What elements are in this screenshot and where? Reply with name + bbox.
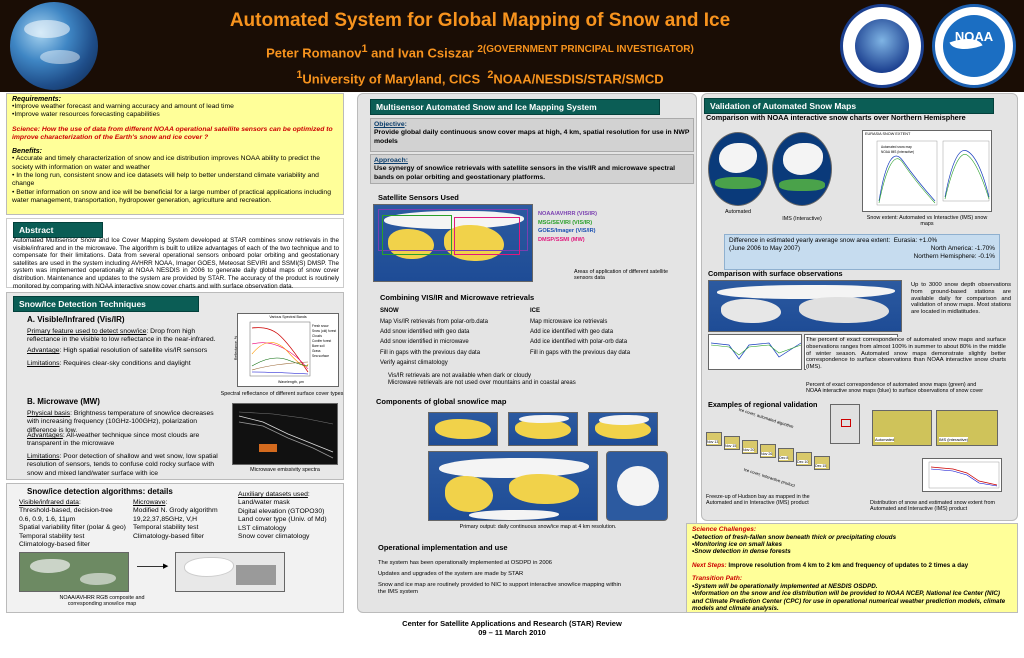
algorithms-caption: NOAA/AVHRR RGB composite and corresponding snow/ice map: [59, 595, 145, 608]
challenges-heading: Science Challenges:: [692, 526, 757, 533]
detection-techniques-panel: [6, 292, 344, 480]
surface-correspondence-chart-1: [708, 334, 802, 370]
benefit-item: • Accurate and timely characterization of snow and ice distribution improves NOAA ability to predict the society with information on water and weather: [12, 155, 321, 171]
hudson-bay-tile: Nov 13: [706, 432, 722, 446]
challenge-item: •Detection of fresh-fallen snow beneath thick or precipitating clouds: [692, 533, 897, 541]
snow-extent-chart-title: EURASIA SNOW EXTENT: [865, 132, 911, 136]
benefits-heading: Benefits:: [12, 148, 42, 156]
ops-heading: Operational implementation and use: [378, 543, 508, 552]
microwave-emissivity-chart: [232, 403, 338, 465]
surface-caption: Percent of exact correspondence of automated snow maps (green) and NOAA interactive snow maps (blue) to surface observations of snow cover: [806, 382, 984, 395]
ops-item: The system has been operationally implemented at OSDPD in 2006: [378, 560, 553, 566]
snow-extent-curves: [863, 131, 993, 213]
mapping-system-panel: [357, 93, 697, 613]
examples-heading: Examples of regional validation: [708, 400, 818, 409]
visible-ir-heading: A. Visible/Infrared (Vis/IR): [27, 315, 125, 324]
poster-footer: Center for Satellite Applications and Research (STAR) Review 09 – 11 March 2010: [402, 619, 622, 637]
ims-label: IMS (Interactive): [782, 216, 822, 222]
auxiliary-datasets: Auxiliary datasets used: Land/water mask Digital elevation (GTOPO30) Land cover type (Univ. of Md) LST climatology Snow cover climatology: [238, 491, 327, 541]
spectral-caption: Spectral reflectance of different surface cover types: [220, 391, 344, 397]
component-map-geo: [508, 412, 578, 446]
science-question: Science: How the use of data from different NOAA operational satellite sensors can be optimized to improve characterization of the Earth's snow and ice cover ?: [12, 125, 333, 142]
snow-extent-legend: Automated snow map NOAA IMS (Interactive): [881, 145, 915, 154]
spectral-chart-title: Various Spectral Bands: [269, 315, 307, 319]
microwave-caption: Microwave emissivity spectra: [250, 467, 320, 473]
difference-box: Difference in estimated yearly average snow area extent: Eurasia: +1.0% (June 2006 to May 2007) North America: -1.70% Northern Hemisphere: -0.1%: [724, 234, 1000, 270]
noaa-nesdis-star-logo: [840, 4, 924, 88]
spectral-legend: Fresh snow Snow (old) forest Clouds Conifer forest Bare soil Grass Sea surface: [312, 324, 337, 358]
spectral-ylabel: Reflectance, %: [234, 335, 239, 361]
ops-item: Updates and upgrades of the system are made by STAR: [378, 571, 524, 577]
ops-item: Snow and ice map are routinely provided to NIC to support interactive snow/ice mapping within the IMS system: [378, 582, 621, 595]
regional-extent-chart: [922, 458, 1002, 492]
hudson-bay-tile: Nov 15: [724, 436, 740, 450]
algorithms-panel: Snow/ice detection algorithms: details Visible/infrared data: Threshold-based, decision-tree 0.6, 0.9, 1.6, 11μm Spatial variability filter (polar & geo) Temporal stability test Climatology-based filter Microwave: Modified N. Grody algorithm 19,22,37,85GHz, V,H Temporal stability test Climatology-based filter Auxiliary datasets used: Land/water mask Digital elevation (GTOPO30) Land cover type (Univ. of Md) LST climatology Snow cover climatology ▶ NOAA/AVHRR RGB composite and corresponding snow/ice map: [6, 483, 344, 613]
ims-nh-map: [772, 132, 832, 206]
visible-primary-feature: Primary feature used to detect snow/ice: Drop from high reflectance in the visible to low reflectance in the near-infrared.: [27, 328, 216, 344]
objective-box: Objective: Provide global daily continuous snow cover maps at high, 4 km, spatial resolution for use in NWP models: [370, 118, 694, 152]
visible-advantage: Advantage: High spatial resolution of satellite vis/IR sensors: [27, 347, 208, 354]
antarctic-snow-ice-map: [606, 451, 668, 521]
microwave-details: Microwave: Modified N. Grody algorithm 19,22,37,85GHz, V,H Temporal stability test Climatology-based filter: [133, 499, 218, 540]
components-caption: Primary output: daily continuous snow/ice map at 4 km resolution.: [459, 524, 617, 530]
retrieval-notes: Vis/IR retrievals are not available when dark or cloudy Microwave retrievals are not used over mountains and in coastal areas: [388, 373, 576, 387]
validation-panel: [701, 93, 1018, 521]
ex-label-auto: Ice cover, automated algorithm: [738, 406, 795, 430]
requirements-panel: [6, 93, 344, 215]
hudson-bay-tile: Dec 15: [814, 456, 830, 470]
hudson-bay-tile: Nov 26: [760, 444, 776, 458]
snow-steps: Map Vis/IR retrievals from polar-orb.data Add snow identified with geo data Add snow identified in microwave Fill in gaps with the previous day data Verify against climatology: [380, 319, 488, 366]
challenge-item: •Monitoring ice on small lakes: [692, 541, 783, 548]
visible-limitations: Limitations: Requires clear-sky conditions and daylight: [27, 360, 191, 367]
sensors-caption: Areas of application of different satellite sensors data: [574, 269, 668, 282]
abstract-text: Automated Multisensor Snow and Ice Cover Mapping System developed at STAR combines snow retrievals in the visible/infrared and in the microwave. The algorithm is built to utilize advantages of each of the two technique and to compensate for their limitations. Data from several operational sensors onboard polar orbiting and geostationary satellites are used in the system including AVHRR NOAA, Imager GOES, Meteosat SEVIRI and SSMI(S) DMSP. The system was implemented operationally at NOAA NESDIS in 2006 to generate daily global maps of snow cover distribution. Maintenance and updates to the system are provided by STAR. The accuracy of the product is routinely monitored by comparing with NOAA interactive snow cover charts and with surface observation data.: [13, 237, 339, 290]
surface-comparison-heading: Comparison with surface observations: [708, 269, 843, 278]
hudson-caption: Freeze-up of Hudson bay as mapped in the Automated and in Interactive (IMS) product: [706, 494, 810, 507]
poster-authors: Peter Romanov$^1$ and Ivan Csiszar $^{2(GOVERNMENT PRINCIPAL INVESTIGATOR)}$: [266, 43, 694, 61]
surface-text-1: Up to 3000 snow depth observations from ground-based stations are available daily for comparison and validation of snow maps. Most stations are located in midlatitudes.: [911, 282, 1011, 316]
microwave-heading: B. Microwave (MW): [27, 397, 100, 406]
combining-heading: Combining VIS/IR and Microwave retrievals: [380, 293, 535, 302]
snow-ice-map-image: [175, 552, 285, 592]
poster-header: [0, 0, 1024, 92]
transition-item: •Information on the snow and ice distribution will be provided to NOAA NCEP, National Ice Center (NIC) and Climate Prediction Center (CPC) for use in operational numerical weather prediction models, climate models and climate analysis.: [692, 590, 1006, 613]
automated-label: Automated: [724, 209, 752, 215]
component-map-microwave: [588, 412, 658, 446]
algorithms-title: Snow/ice detection algorithms: details: [27, 487, 173, 496]
ex-label-ims: Ice cover, Interactive product: [743, 466, 796, 489]
microwave-advantages: Advantages: All-weather technique since most clouds are transparent in the microwave: [27, 432, 200, 448]
earth-globe-image: [10, 2, 98, 90]
challenges-panel: [686, 523, 1018, 613]
requirement-item: •Improve water resources forecasting capabilities: [12, 111, 160, 119]
mapping-title: Multisensor Automated Snow and Ice Mapping System: [370, 99, 660, 115]
requirement-item: •Improve weather forecast and warning accuracy and amount of lead time: [12, 103, 234, 110]
surface-stations-map: [708, 280, 902, 332]
spectral-xlabel: Wavelength, μm: [278, 380, 304, 384]
abstract-panel: [6, 218, 344, 288]
sensors-heading: Satellite Sensors Used: [378, 193, 459, 202]
regional-ims-map: IMS (interactive): [936, 410, 998, 446]
validation-title: Validation of Automated Snow Maps: [704, 98, 994, 114]
benefit-item: • In the long run, consistent snow and ice datasets will help to better understand climate variability and change: [12, 172, 319, 188]
ims-comparison-heading: Comparison with NOAA interactive snow charts over Northern Hemisphere: [706, 113, 966, 122]
requirements-heading: Requirements:: [12, 96, 62, 103]
noaa-logo: NOAA: [932, 4, 1016, 88]
regional-locator-map: [830, 404, 860, 444]
microwave-basis: Physical basis: Brightness temperature of snow/ice decreases with increasing frequency (10GHz-100GHz), polarization difference is low.: [27, 410, 214, 434]
detection-title: Snow/Ice Detection Techniques: [13, 296, 199, 312]
hudson-bay-tile: Dec 8: [778, 448, 794, 462]
surface-text-2: The percent of exact correspondence of automated snow maps and surface observations ranges from almost 100% in summer to about 80% in the middle of winter season. Automated snow maps demonstrate slightly better correspondence to surface observations than NOAA interactive snow charts (IMS).: [806, 337, 1006, 371]
components-heading: Components of global snow/ice map: [376, 397, 507, 406]
transition-item: •System will be operationally implemented at NESDIS OSDPD.: [692, 582, 878, 590]
regional-caption: Distribution of snow and estimated snow extent from Automated and Interactive (IMS) product: [870, 500, 995, 513]
next-steps: Next Steps: Improve resolution from 4 km to 2 km and frequency of updates to 2 times a day: [692, 561, 969, 569]
spectral-reflectance-chart: [234, 313, 339, 387]
approach-box: Approach: Use synergy of snow/ice retrievals with satellite sensors in the vis/IR and microwave spectral bands on polar orbiting and geostationary platforms.: [370, 154, 694, 184]
challenge-item: •Snow detection in dense forests: [692, 548, 791, 556]
sensor-legend: NOAA/AVHRR (VIS/IR) MSG/SEVIRI (VIS/IR) GOES/Imager (VIS/IR) DMSP/SSMI (MW): [538, 211, 597, 243]
hudson-bay-tile: Dec 10: [796, 452, 812, 466]
ice-column-heading: ICE: [530, 308, 541, 314]
regional-automated-map: Automated: [872, 410, 932, 446]
snow-extent-chart: [862, 130, 992, 212]
poster-affiliations: $^1$University of Maryland, CICS $^2$NOAA/NESDIS/STAR/SMCD: [296, 69, 664, 87]
sensor-coverage-map: [373, 204, 533, 282]
vis-ir-details: Visible/infrared data: Threshold-based, decision-tree 0.6, 0.9, 1.6, 11μm Spatial variability filter (polar & geo) Temporal stability test Climatology-based filter: [19, 499, 126, 549]
snow-column-heading: SNOW: [380, 308, 399, 314]
component-map-visir: [428, 412, 498, 446]
automated-nh-map: [708, 132, 768, 206]
microwave-limitations: Limitations: Poor detection of shallow and wet snow, low spatial resolution of sensors, tends to confuse cold rocky surface with snow and mixed land/water surface with ice: [27, 453, 218, 477]
hudson-bay-tile: Nov 20: [742, 440, 758, 454]
global-snow-ice-map: [428, 451, 598, 521]
transition-heading: Transition Path:: [692, 575, 743, 583]
avhrr-rgb-composite-image: [19, 552, 129, 592]
abstract-title: Abstract: [13, 222, 103, 238]
snow-extent-caption: Snow extent: Automated vs Interactive (IMS) snow maps: [866, 215, 988, 228]
poster-title: Automated System for Global Mapping of Snow and Ice: [229, 10, 731, 31]
benefit-item: • Better information on snow and ice will be beneficial for a large number of practical applications including water management, transportation, hydropower generation, agriculture and recreation.: [12, 188, 331, 205]
ice-steps: Map microwave ice retrievals Add ice identified with geo data Add ice identified with polar-orb data Fill in gaps with the previous day data: [530, 319, 631, 356]
